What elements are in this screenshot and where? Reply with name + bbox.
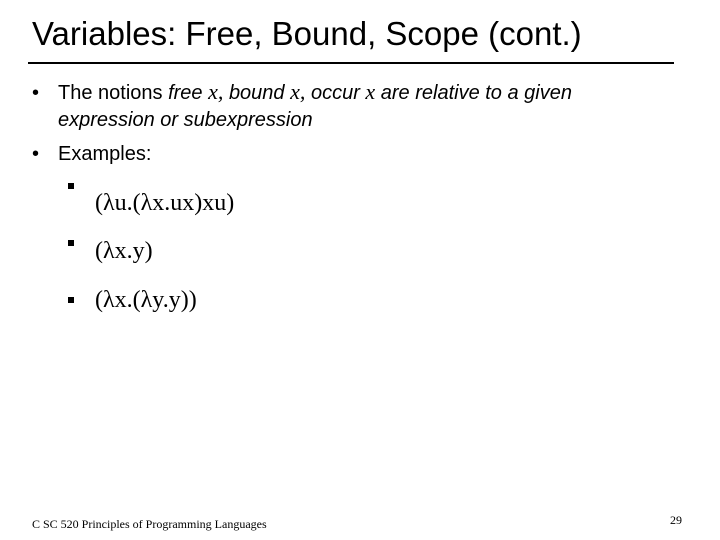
page-number: 29 — [670, 513, 682, 527]
footer-course-name: C SC 520 Principles of Programming Languages — [32, 517, 267, 531]
sub-bullet-marker — [68, 183, 74, 189]
bullet-marker: • — [32, 82, 40, 104]
sub-bullet-marker — [68, 240, 74, 246]
lambda-expression-1: (λu.(λx.ux)xu) — [95, 190, 235, 216]
math-variable: x, — [208, 79, 224, 104]
math-variable: x — [365, 79, 376, 104]
bullet-text: Examples: — [58, 143, 152, 165]
bullet-notions — [32, 80, 572, 105]
bullet-notions-continued — [58, 108, 313, 132]
sub-bullet-marker — [68, 297, 74, 303]
slide-title: Variables: Free, Bound, Scope (cont.) — [32, 15, 582, 52]
bullet-text-italic: free — [168, 82, 203, 104]
bullet-examples — [32, 142, 151, 166]
bullet-text-italic: are relative to a given — [380, 82, 572, 104]
bullet-marker: • — [32, 143, 40, 165]
bullet-text-italic: bound — [228, 82, 285, 104]
lambda-expression-3: (λx.(λy.y)) — [95, 287, 197, 313]
math-variable: x, — [290, 79, 306, 104]
bullet-text-italic: expression or subexpression — [58, 109, 313, 131]
bullet-text-italic: occur — [310, 82, 366, 104]
bullet-text: The notions — [58, 82, 169, 104]
lambda-expression-2: (λx.y) — [95, 238, 153, 264]
title-divider — [28, 62, 674, 64]
